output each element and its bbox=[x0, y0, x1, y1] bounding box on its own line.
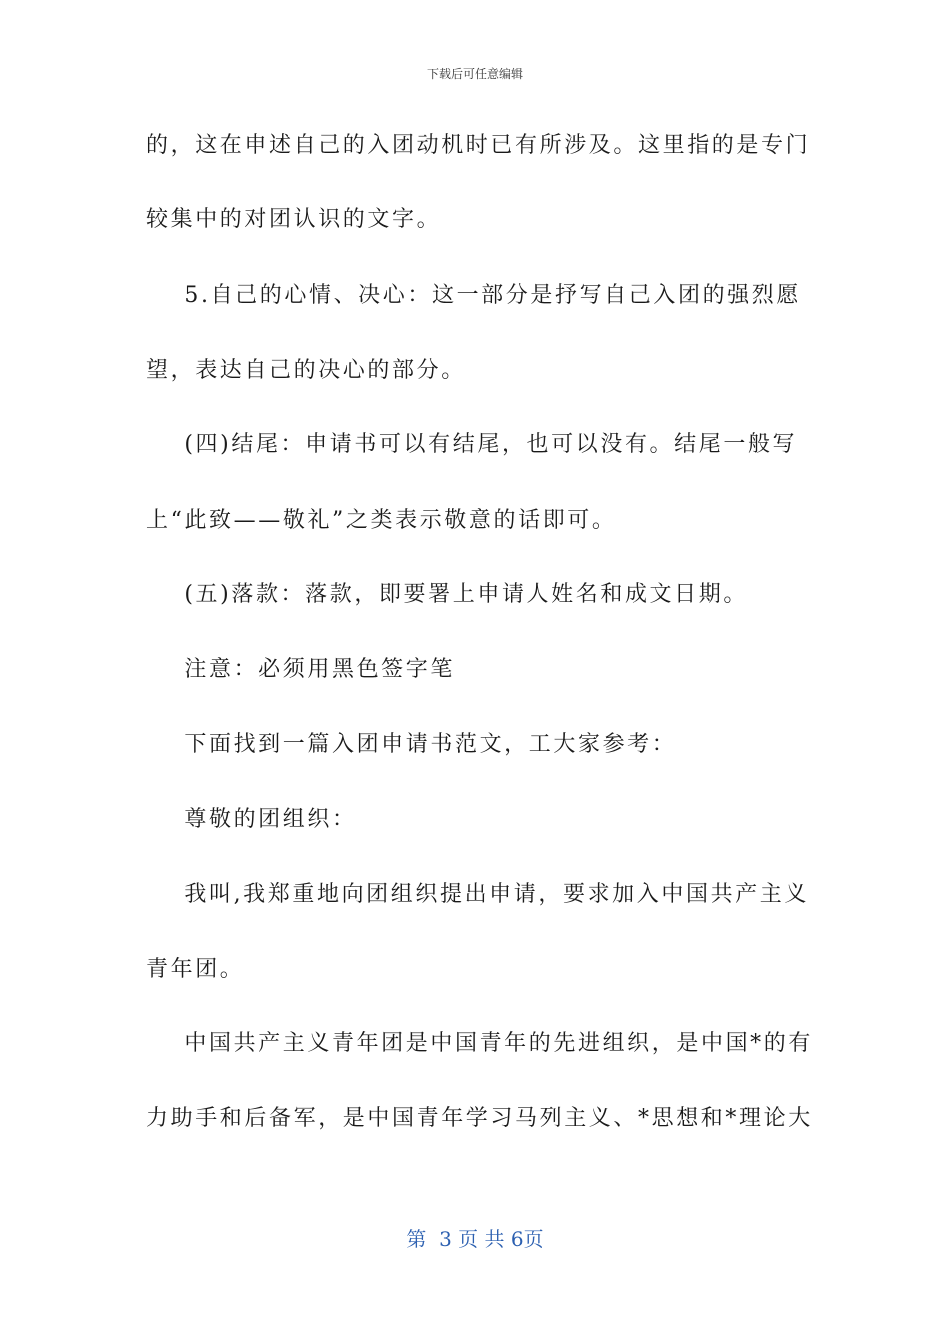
body-line-13: 中国共产主义青年团是中国青年的先进组织，是中国*的有 bbox=[146, 1031, 813, 1056]
page-header: 下载后可任意编辑 bbox=[426, 67, 523, 81]
page-number-footer: 第 3 页 共 6页 bbox=[406, 1227, 544, 1251]
body-line-10: 尊敬的团组织： bbox=[146, 807, 357, 832]
body-line-1: 的，这在申述自己的入团动机时已有所涉及。这里指的是专门 bbox=[146, 133, 811, 158]
body-line-5: (四)结尾：申请书可以有结尾，也可以没有。结尾一般写 bbox=[146, 432, 798, 457]
body-line-8: 注意：必须用黑色签字笔 bbox=[146, 657, 455, 682]
body-line-9: 下面找到一篇入团申请书范文，工大家参考： bbox=[146, 732, 677, 757]
body-line-7: (五)落款：落款，即要署上申请人姓名和成文日期。 bbox=[146, 582, 748, 607]
body-line-2: 较集中的对团认识的文字。 bbox=[146, 207, 442, 232]
body-line-6: 上“此致——敬礼”之类表示敬意的话即可。 bbox=[146, 508, 617, 533]
body-line-12: 青年团。 bbox=[146, 957, 245, 982]
body-line-14: 力助手和后备军，是中国青年学习马列主义、*思想和*理论大 bbox=[146, 1106, 813, 1131]
body-line-11: 我叫,我郑重地向团组织提出申请，要求加入中国共产主义 bbox=[146, 882, 809, 907]
body-line-4: 望，表达自己的决心的部分。 bbox=[146, 358, 466, 383]
body-line-3: 5.自己的心情、决心：这一部分是抒写自己入团的强烈愿 bbox=[146, 283, 801, 308]
